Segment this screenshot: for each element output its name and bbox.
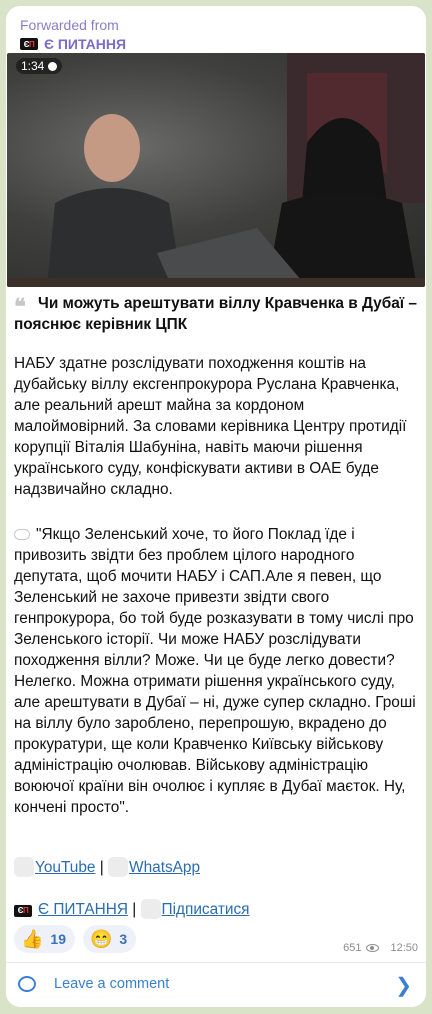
thumbs-up-icon: 👍	[21, 928, 44, 949]
video-scene	[7, 53, 425, 287]
message-time: 12:50	[390, 942, 418, 954]
channel-name[interactable]: Є ПИТАННЯ	[44, 36, 127, 52]
eye-icon	[366, 944, 379, 952]
footer-links: Є П Є ПИТАННЯ | Підписатися	[14, 899, 418, 920]
youtube-link[interactable]: YouTube	[35, 859, 96, 876]
forwarded-label: Forwarded from	[20, 17, 119, 33]
chevron-right-icon: ❯	[395, 975, 412, 997]
divider	[6, 962, 426, 963]
channel-logo-icon: Є П	[14, 905, 32, 917]
whatsapp-icon	[108, 857, 128, 877]
subscribe-icon	[141, 899, 161, 919]
youtube-icon	[14, 857, 34, 877]
headline: ❝ Чи можуть арештувати віллу Кравченка в Дубаї – пояснює керівник ЦПК	[14, 294, 417, 333]
channel-logo-icon: Є П	[20, 38, 38, 50]
subscribe-link[interactable]: Підписатися	[161, 901, 250, 918]
comment-label: Leave a comment	[54, 976, 170, 992]
reactions	[14, 925, 136, 953]
footer-channel-link[interactable]: Є ПИТАННЯ	[38, 901, 128, 918]
social-links: YouTube | WhatsApp	[14, 857, 418, 878]
comment-icon	[18, 976, 36, 992]
video-duration: 1:34	[16, 58, 62, 74]
message-meta	[343, 942, 418, 954]
paragraph-1: НАБУ здатне розслідувати походження коштів на дубайську віллу ексгенпрокурора Руслана Кравченка, але реальний арешт майна за кордоном малоймовірний. За словами керівника Центру протидії корупції Віталія Шабуніна, навіть маючи рішення українського суду, конфіскувати активи в ОАЕ буде надзвичайно складно.	[14, 355, 407, 498]
video-thumbnail[interactable]	[7, 53, 425, 287]
grin-icon: 😁	[90, 928, 113, 949]
forwarded-channel[interactable]	[20, 36, 126, 52]
reaction-thumbs-up[interactable]: 👍 19	[14, 925, 75, 953]
reaction-grin[interactable]: 😁 3	[83, 925, 136, 953]
view-count: 651	[343, 942, 362, 954]
quote-icon: ❝	[14, 294, 26, 319]
speech-bubble-icon	[14, 529, 30, 540]
quote-paragraph: "Якщо Зеленський хоче, то його Поклад їде і привозить звідти без проблем цілого народного депутата, щоб мочити НАБУ і САП.Але я певен, що Зеленський не захоче привезти звідти свого генпрокурора, бо той буде розказувати в тому числі про Зеленського історії. Чи може НАБУ розслідувати походження вілли? Може. Чи це буде легко довести? Нелегко. Можна отримати рішення українського суду, але арештувати в Дубаї – ні, дуже супер складно. Гроші на віллу було зароблено, перепрошую, вкрадено до прокуратури, ще коли Кравченко Київську військову адміністрацію очолював. Військову адміністрацію воюючої країни він очолює і купляє в Дубаї маєток. Ну, кончені просто".	[14, 526, 416, 816]
leave-comment-button[interactable]	[14, 970, 414, 998]
volume-icon	[48, 62, 57, 71]
whatsapp-link[interactable]: WhatsApp	[129, 859, 201, 876]
